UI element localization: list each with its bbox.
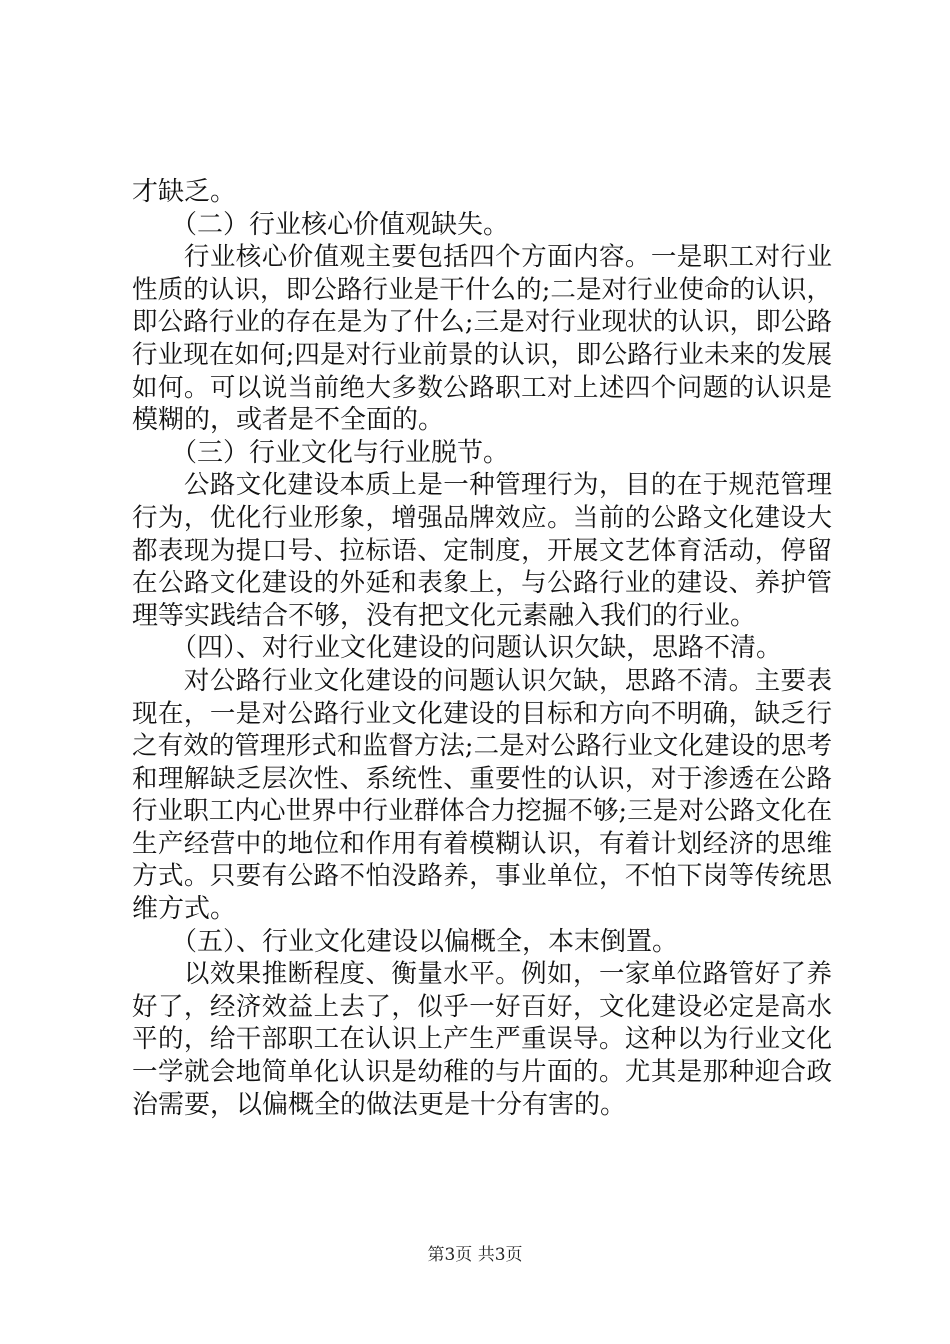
text-line: 治需要，以偏概全的做法更是十分有害的。 — [132, 1089, 627, 1120]
text-line: （三）行业文化与行业脱节。 — [132, 437, 510, 468]
text-line: 都表现为提口号、拉标语、定制度，开展文艺体育活动，停留 — [132, 535, 832, 566]
text-line: 维方式。 — [132, 894, 237, 925]
text-line: 以效果推断程度、衡量水平。例如，一家单位路管好了养 — [132, 959, 832, 990]
page-footer: 第3页 共3页 — [427, 1245, 523, 1265]
text-line: 之有效的管理形式和监督方法;二是对公路行业文化建设的思考 — [132, 731, 832, 762]
text-line: 平的，给干部职工在认识上产生严重误导。这种以为行业文化 — [132, 1024, 832, 1055]
text-line: 才缺乏。 — [132, 177, 237, 207]
text-line: （五）、行业文化建设以偏概全，本末倒置。 — [132, 926, 679, 957]
text-line: 好了，经济效益上去了，似乎一好百好，文化建设必定是高水 — [132, 991, 832, 1022]
text-line: 一学就会地简单化认识是幼稚的与片面的。尤其是那种迎合政 — [132, 1057, 832, 1088]
text-line: 如何。可以说当前绝大多数公路职工对上述四个问题的认识是 — [132, 372, 832, 403]
text-line: （二）行业核心价值观缺失。 — [132, 209, 510, 240]
text-line: 对公路行业文化建设的问题认识欠缺，思路不清。主要表 — [132, 665, 832, 696]
body-text — [132, 176, 832, 1121]
text-line: 公路文化建设本质上是一种管理行为，目的在于规范管理 — [132, 470, 832, 501]
text-line: 在公路文化建设的外延和表象上，与公路行业的建设、养护管 — [132, 568, 832, 599]
text-line: 模糊的，或者是不全面的。 — [132, 405, 445, 436]
text-line: 性质的认识，即公路行业是干什么的;二是对行业使命的认识， — [132, 274, 832, 305]
text-line: （四）、对行业文化建设的问题认识欠缺，思路不清。 — [132, 633, 783, 664]
text-line: 行业核心价值观主要包括四个方面内容。一是职工对行业 — [132, 242, 832, 273]
text-line: 行业职工内心世界中行业群体合力挖掘不够;三是对公路文化在 — [132, 796, 832, 827]
text-line: 方式。只要有公路不怕没路养，事业单位，不怕下岗等传统思 — [132, 861, 832, 892]
text-line: 行业现在如何;四是对行业前景的认识，即公路行业未来的发展 — [132, 339, 832, 370]
text-line: 生产经营中的地位和作用有着模糊认识，有着计划经济的思维 — [132, 828, 832, 859]
text-line: 和理解缺乏层次性、系统性、重要性的认识，对于渗透在公路 — [132, 763, 832, 794]
text-line: 即公路行业的存在是为了什么;三是对行业现状的认识，即公路 — [132, 307, 832, 338]
text-line: 现在，一是对公路行业文化建设的目标和方向不明确，缺乏行 — [132, 698, 832, 729]
text-line: 行为，优化行业形象，增强品牌效应。当前的公路文化建设大 — [132, 502, 832, 533]
text-line: 理等实践结合不够，没有把文化元素融入我们的行业。 — [132, 600, 757, 631]
